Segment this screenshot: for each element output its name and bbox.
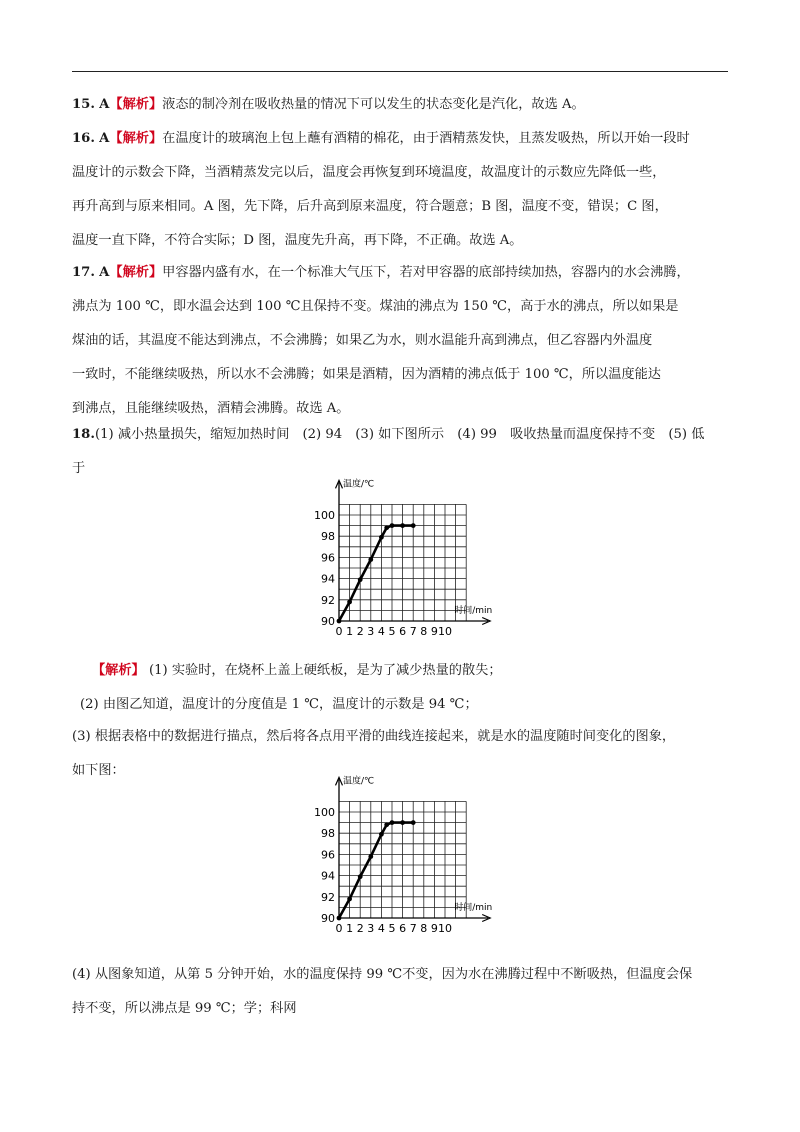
analysis-text-1: (1) 实验时，在烧杯上盖上硬纸板，是为了减少热量的散失； xyxy=(148,663,502,678)
y-tick-label: 98 xyxy=(321,827,335,841)
x-tick-label: 7 xyxy=(409,922,417,935)
x-tick-label: 10 xyxy=(438,625,452,638)
analysis-p3 xyxy=(72,720,732,788)
x-tick-label: 7 xyxy=(409,625,417,638)
x-axis-label: 时间/min xyxy=(454,903,493,913)
x-axis-arrow xyxy=(482,618,490,625)
x-tick-label: 5 xyxy=(388,922,396,935)
x-tick-label: 2 xyxy=(356,625,364,638)
q17-line-4: 一致时，不能继续吸热，所以水不会沸腾；如果是酒精，因为酒精的沸点低于 100 ℃，所以温度能达 xyxy=(72,367,661,382)
question-18 xyxy=(72,418,732,486)
data-point xyxy=(379,832,384,837)
x-tick-label: 4 xyxy=(377,625,385,638)
analysis-p4 xyxy=(72,958,732,1026)
data-point xyxy=(400,523,405,528)
data-point xyxy=(347,897,352,902)
q15-number: 15. xyxy=(72,97,95,112)
data-point xyxy=(337,916,342,921)
y-tick-label: 96 xyxy=(321,551,335,565)
q18-line-2: 于 xyxy=(72,461,86,476)
data-point xyxy=(368,557,373,562)
y-tick-label: 92 xyxy=(321,890,335,904)
q17-line-1: 甲容器内盛有水，在一个标准大气压下，若对甲容器的底部持续加热，容器内的水会沸腾， xyxy=(162,265,690,280)
x-tick-label: 4 xyxy=(377,922,385,935)
x-tick-label: 0 xyxy=(335,625,343,638)
x-tick-label: 9 xyxy=(430,922,438,935)
question-15 xyxy=(72,88,732,122)
q17-line-2: 沸点为 100 ℃，即水温会达到 100 ℃且保持不变。煤油的沸点为 150 ℃，高于水的沸点，所以如果是 xyxy=(72,299,679,314)
data-point xyxy=(337,619,342,624)
data-point xyxy=(390,523,395,528)
x-tick-label: 8 xyxy=(420,922,428,935)
y-tick-label: 94 xyxy=(321,572,335,586)
x-tick-label: 1 xyxy=(346,625,354,638)
q16-line-4: 温度一直下降，不符合实际；D 图，温度先升高，再下降，不正确。故选 A。 xyxy=(72,233,523,248)
q17-answer: A xyxy=(99,265,110,280)
question-17 xyxy=(72,256,732,426)
data-point xyxy=(347,600,352,605)
x-tick-label: 2 xyxy=(356,922,364,935)
q16-analysis-tag: 【解析】 xyxy=(109,131,163,146)
data-point xyxy=(358,577,363,582)
y-tick-label: 90 xyxy=(321,615,335,628)
x-axis-label: 时间/min xyxy=(454,606,493,616)
y-tick-label: 100 xyxy=(314,509,335,522)
x-tick-label: 8 xyxy=(420,625,428,638)
temperature-line xyxy=(339,526,413,621)
analysis-p1 xyxy=(92,654,732,688)
y-tick-label: 90 xyxy=(321,912,335,925)
y-tick-label: 100 xyxy=(314,806,335,819)
analysis-p4-line-1: (4) 从图象知道，从第 5 分钟开始，水的温度保持 99 ℃不变，因为水在沸腾过程中不断吸热，但温度会保 xyxy=(72,967,693,982)
x-tick-label: 3 xyxy=(367,922,375,935)
q18-line-1: (1) 减小热量损失，缩短加热时间 (2) 94 (3) 如下图所示 (4) 99 吸收热量而温度保持不变 (5) 低 xyxy=(94,427,705,442)
q16-line-3: 再升高到与原来相同。A 图，先下降，后升高到原来温度，符合题意；B 图，温度不变，错误；C 图， xyxy=(72,199,668,214)
q16-number: 16. xyxy=(72,131,95,146)
x-tick-label: 6 xyxy=(399,625,407,638)
data-point xyxy=(384,525,389,530)
x-axis-arrow xyxy=(482,915,490,922)
q16-answer: A xyxy=(99,131,110,146)
y-tick-label: 94 xyxy=(321,869,335,883)
q17-line-3: 煤油的话，其温度不能达到沸点，不会沸腾；如果乙为水，则水温能升高到沸点，但乙容器内外温度 xyxy=(72,333,653,348)
data-point xyxy=(384,822,389,827)
y-tick-label: 98 xyxy=(321,530,335,544)
q15-text: 液态的制冷剂在吸收热量的情况下可以发生的状态变化是汽化，故选 A。 xyxy=(162,97,585,112)
header-rule xyxy=(72,71,728,72)
q15-analysis-tag: 【解析】 xyxy=(109,97,163,112)
analysis-p4-line-2: 持不变，所以沸点是 99 ℃；学；科网 xyxy=(72,1001,297,1016)
q17-line-5: 到沸点，且能继续吸热，酒精会沸腾。故选 A。 xyxy=(72,401,350,416)
data-point xyxy=(368,854,373,859)
q16-line-2: 温度计的示数会下降，当酒精蒸发完以后，温度会再恢复到环境温度，故温度计的示数应先降低一些， xyxy=(72,165,666,180)
data-point xyxy=(411,820,416,825)
analysis-tag: 【解析】 xyxy=(92,663,145,678)
y-tick-label: 92 xyxy=(321,593,335,607)
data-point xyxy=(400,820,405,825)
question-16 xyxy=(72,122,732,258)
y-tick-label: 96 xyxy=(321,848,335,862)
temperature-line xyxy=(339,823,413,918)
y-axis-label: 温度/℃ xyxy=(343,776,375,787)
y-axis-label: 温度/℃ xyxy=(343,479,375,490)
data-point xyxy=(379,535,384,540)
x-tick-label: 5 xyxy=(388,625,396,638)
data-point xyxy=(358,874,363,879)
q16-line-1: 在温度计的玻璃泡上包上蘸有酒精的棉花，由于酒精蒸发快，且蒸发吸热，所以开始一段时 xyxy=(162,131,690,146)
analysis-p3-line-1: (3) 根据表格中的数据进行描点，然后将各点用平滑的曲线连接起来，就是水的温度随时间变化的图象， xyxy=(72,729,676,744)
x-tick-label: 10 xyxy=(438,922,452,935)
x-tick-label: 1 xyxy=(346,922,354,935)
q18-number: 18. xyxy=(72,427,95,442)
q17-analysis-tag: 【解析】 xyxy=(109,265,163,280)
q15-answer: A xyxy=(99,97,110,112)
x-tick-label: 0 xyxy=(335,922,343,935)
analysis-p2: (2) 由图乙知道，温度计的分度值是 1 ℃，温度计的示数是 94 ℃； xyxy=(80,697,478,712)
data-point xyxy=(411,523,416,528)
q17-number: 17. xyxy=(72,265,95,280)
analysis-p3-line-2: 如下图： xyxy=(72,763,125,778)
x-tick-label: 6 xyxy=(399,922,407,935)
x-tick-label: 3 xyxy=(367,625,375,638)
data-point xyxy=(390,820,395,825)
x-tick-label: 9 xyxy=(430,625,438,638)
